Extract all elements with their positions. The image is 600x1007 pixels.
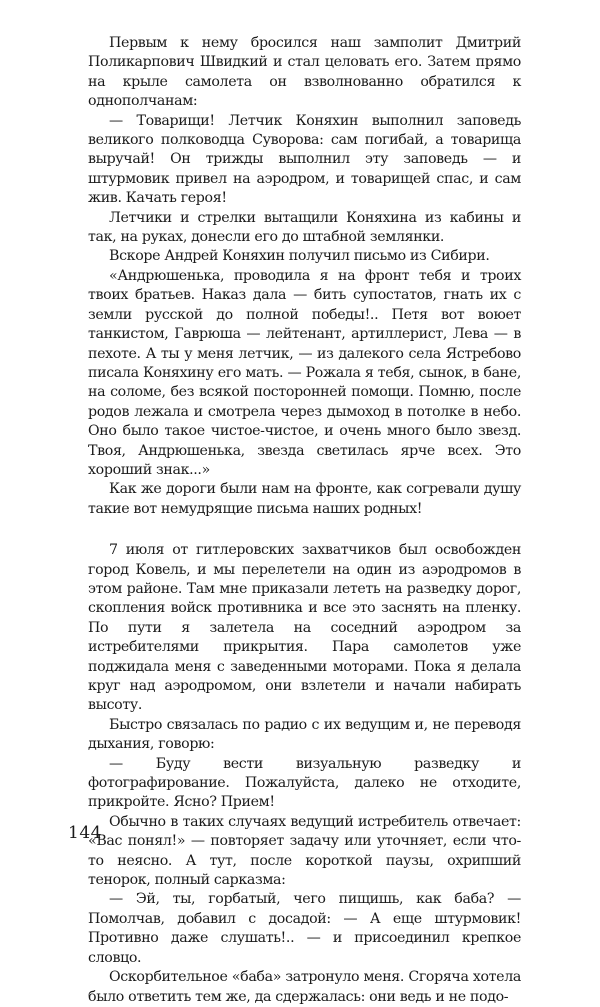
paragraph: Как же дороги были нам на фронте, как согревали душу такие вот немудрящие письма наших родных!	[88, 481, 521, 517]
paragraph: Оскорбительное «баба» затронуло меня. Сгоряча хотела было ответить тем же, да сдержалась: они ведь и не подо-	[88, 969, 521, 1005]
page-body	[88, 34, 521, 1007]
page-number: 144	[68, 823, 102, 843]
paragraph: «Андрюшенька, проводила я на фронт тебя и троих твоих братьев. Наказ дала — бить супостатов, гнать их с земли русской до полной победы!.. Петя вот воюет танкистом, Гаврюша — лейтенант, артиллерист, Лева — в пехоте. А ты у меня летчик, — из далекого села Ястребово писала Коняхину его мать. — Рожала я тебя, сынок, в бане, на соломе, без всякой посторонней помощи. Помню, после родов лежала и смотрела через дымоход в потолке в небо. Оно было такое чистое-чистое, и очень много было звезд. Твоя, Андрюшенька, звезда светилась ярче всех. Это хороший знак...»	[88, 267, 521, 478]
paragraph: — Эй, ты, горбатый, чего пищишь, как баба? — Помолчав, добавил с досадой: — А еще штурмовик! Противно даже слушать!.. — и присоединил крепкое словцо.	[88, 891, 521, 966]
section-break	[88, 519, 521, 541]
paragraph: 7 июля от гитлеровских захватчиков был освобожден город Ковель, и мы перелетели на один из аэродромов в этом районе. Там мне приказали лететь на разведку дорог, скопления войск противника и все это заснять на пленку. По пути я залетела на соседний аэродром за истребителями прикрытия. Пара самолетов уже поджидала меня с заведенными моторами. Пока я делала круг над аэродромом, они взлетели и начали набирать высоту.	[88, 542, 521, 714]
paragraph: Вскоре Андрей Коняхин получил письмо из Сибири.	[109, 248, 490, 265]
paragraph: Летчики и стрелки вытащили Коняхина из кабины и так, на руках, донесли его до штабной землянки.	[88, 209, 521, 246]
paragraph: — Товарищи! Летчик Коняхин выполнил заповедь великого полководца Суворова: сам погибай, а товарища выручай! Он трижды выполнил эту заповедь — и штурмовик привел на аэродром, и товарищей спас, и сам жив. Качать героя!	[88, 112, 521, 207]
paragraph: Быстро связалась по радио с их ведущим и, не переводя дыхания, говорю:	[88, 716, 521, 753]
section-before-break	[88, 34, 521, 519]
paragraph: Обычно в таких случаях ведущий истребитель отвечает: «Вас понял!» — повторяет задачу или уточняет, если что-то неясно. А тут, после короткой паузы, охрипший тенорок, полный сарказма:	[88, 813, 521, 889]
paragraph: Первым к нему бросился наш замполит Дмитрий Поликарпович Швидкий и стал целовать его. Затем прямо на крыле самолета он взволнованно обратился к однополчанам:	[88, 35, 521, 110]
paragraph: — Буду вести визуальную разведку и фотографирование. Пожалуйста, далеко не отходите, прикройте. Ясно? Прием!	[88, 755, 521, 811]
section-after-break	[88, 541, 521, 1007]
